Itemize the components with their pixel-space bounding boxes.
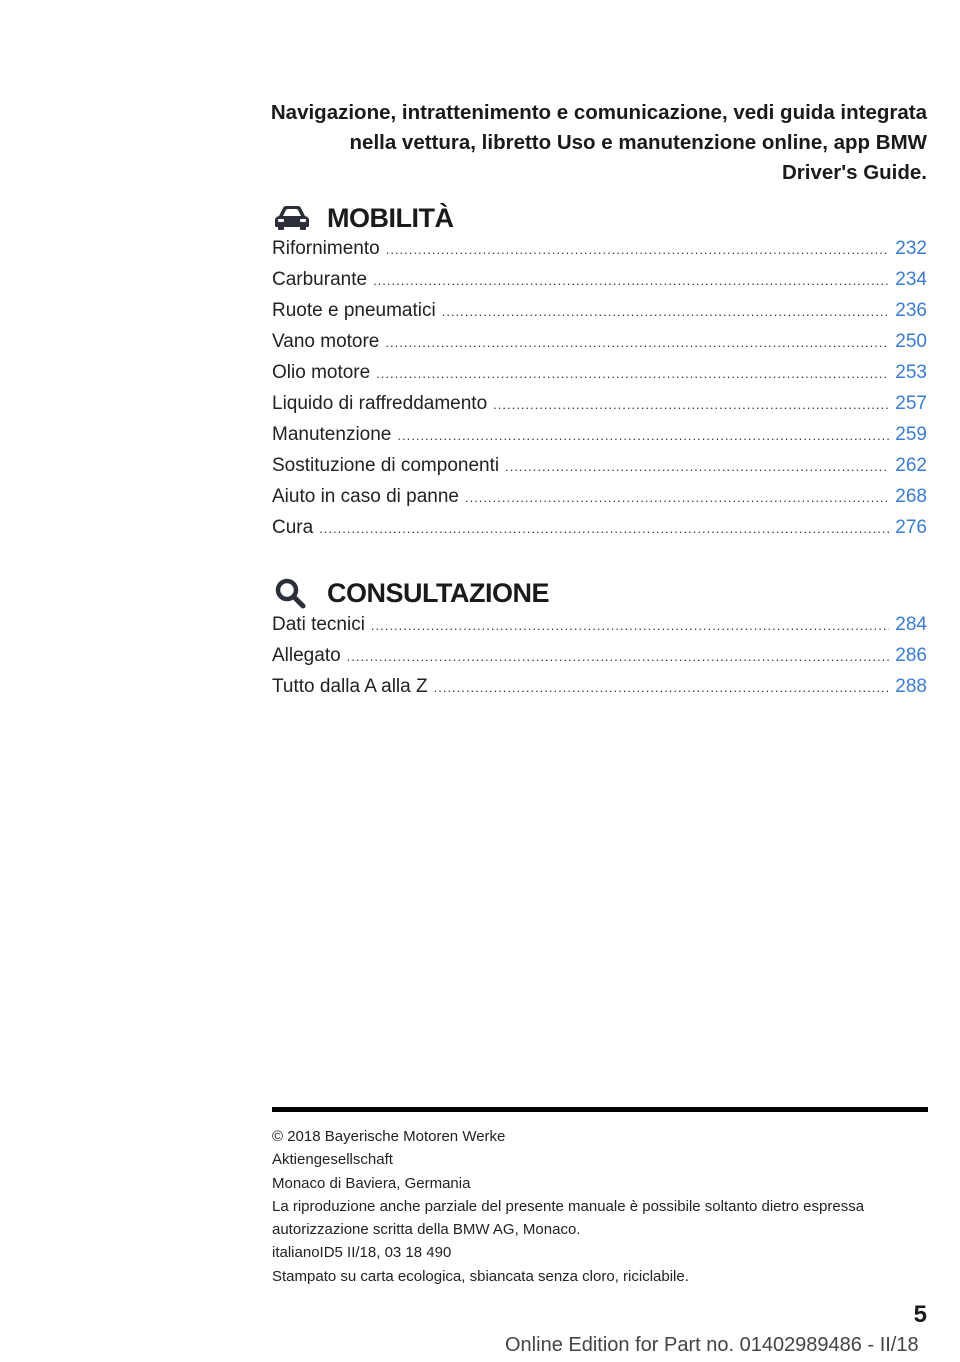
toc-entry[interactable] [272,424,927,455]
toc-page-link[interactable]: 284 [895,614,927,635]
toc-entry[interactable] [272,393,927,424]
toc-entry[interactable] [272,269,927,300]
toc-entry-label: Carburante [272,269,368,290]
leader-dots [465,490,889,505]
leader-dots [385,335,889,350]
toc-entry-label: Rifornimento [272,238,380,259]
leader-dots [376,366,889,381]
toc-list-consultazione [272,614,927,707]
leader-dots [371,618,889,633]
leader-dots [347,649,890,664]
toc-page-link[interactable]: 288 [895,676,927,697]
toc-entry[interactable] [272,645,927,676]
toc-entry-label: Liquido di raffreddamento [272,393,488,414]
toc-list-mobilita [272,238,927,548]
toc-entry[interactable] [272,676,927,707]
toc-entry[interactable] [272,455,927,486]
edition-footer: Online Edition for Part no. 01402989486 - II/18 [505,1334,919,1356]
toc-entry-label: Aiuto in caso di panne [272,486,459,507]
toc-page-link[interactable]: 276 [895,517,927,538]
leader-dots [319,521,889,536]
toc-entry-label: Tutto dalla A alla Z [272,676,428,697]
toc-entry-label: Dati tecnici [272,614,365,635]
toc-page-link[interactable]: 236 [895,300,927,321]
toc-page-link[interactable]: 250 [895,331,927,352]
section-title: CONSULTAZIONE [327,577,549,608]
imprint-line: La riproduzione anche parziale del presente manuale è possibile soltanto dietro espressa [272,1197,865,1215]
toc-page-link[interactable]: 232 [895,238,927,259]
leader-dots [386,242,890,257]
toc-entry[interactable] [272,517,927,548]
toc-page-link[interactable]: 234 [895,269,927,290]
toc-page-link[interactable]: 262 [895,455,927,476]
toc-entry-label: Olio motore [272,362,371,383]
toc-page-link[interactable]: 268 [895,486,927,507]
toc-page-link[interactable]: 259 [895,424,927,445]
toc-page-link[interactable]: 257 [895,393,927,414]
imprint-line: Aktiengesellschaft [272,1151,393,1169]
toc-entry-label: Sostituzione di componenti [272,455,500,476]
divider-rule [272,1107,928,1112]
section-header-mobilita [273,196,927,240]
imprint-line: © 2018 Bayerische Motoren Werke [272,1128,506,1145]
toc-entry-label: Allegato [272,645,341,666]
toc-entry[interactable] [272,614,927,645]
leader-dots [493,397,889,412]
leader-dots [505,459,889,474]
toc-entry[interactable] [272,300,927,331]
search-icon [273,573,313,613]
toc-entry-label: Vano motore [272,331,380,352]
imprint-line: Monaco di Baviera, Germania [272,1174,471,1192]
toc-entry[interactable] [272,331,927,362]
leader-dots [434,680,890,695]
car-icon [273,198,313,238]
toc-page-link[interactable]: 253 [895,362,927,383]
section-header-consultazione [273,571,927,615]
imprint-line: italianoID5 II/18, 03 18 490 [272,1244,452,1262]
leader-dots [373,273,889,288]
toc-entry[interactable] [272,362,927,393]
imprint-block [272,1125,928,1288]
toc-page-link[interactable]: 286 [895,645,927,666]
section-title: MOBILITÀ [327,202,454,233]
page-number: 5 [913,1301,927,1328]
toc-entry-label: Ruote e pneumatici [272,300,436,321]
imprint-line: Stampato su carta ecologica, sbiancata senza cloro, riciclabile. [272,1267,689,1285]
toc-entry-label: Cura [272,517,314,538]
toc-entry[interactable] [272,486,927,517]
leader-dots [397,428,889,443]
intro-text: Navigazione, intrattenimento e comunicazione, vedi guida integrata nella vettura, libretto Uso e manutenzione online, app BMW Driver's Guide. [270,101,927,184]
leader-dots [442,304,890,319]
toc-entry-label: Manutenzione [272,424,392,445]
toc-entry[interactable] [272,238,927,269]
imprint-line: autorizzazione scritta della BMW AG, Monaco. [272,1221,581,1239]
